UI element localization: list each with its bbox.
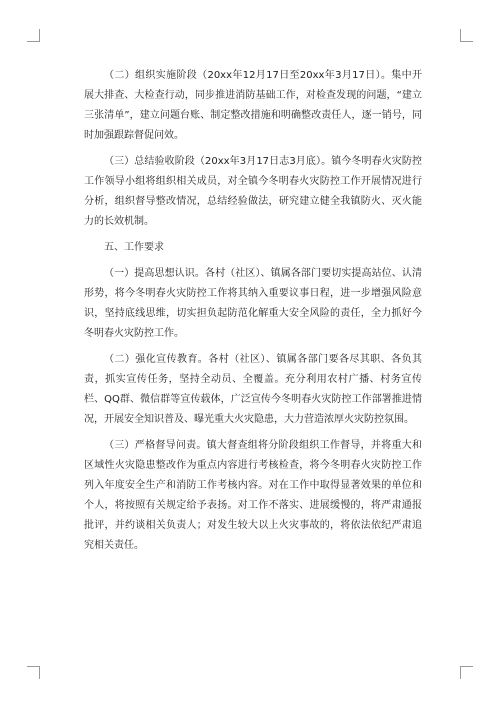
crop-mark-bottom-right: [460, 666, 473, 679]
section-heading-work-requirements: 五、工作要求: [104, 242, 164, 253]
paragraph-raise-awareness: （一）提高思想认识。各村（社区）、镇属各部门要切实提高站位、认清形势，将今冬明春火灾防控工作将其纳入重要议事日程，进一步增强风险意识，坚持底线思维，切实担负起防范化解重大安全风险的责任，全力抓好今冬明春火灾防控工作。: [84, 268, 422, 339]
paragraph-acceptance-stage: （三）总结验收阶段（20xx年3月17日志3月底）。镇今冬明春火灾防控工作领导小组将组织相关成员，对全镇今冬明春火灾防控工作开展情况进行分析，组织督导整改情况，总结经验做法，研究建立健全我镇防火、灭火能力的长效机制。: [84, 156, 422, 227]
paragraph-publicity-education: （二）强化宣传教育。各村（社区）、镇属各部门要各尽其职、各负其责，抓实宣传任务，坚持全动员、全覆盖。充分利用农村广播、村务宣传栏、QQ群、微信群等宣传载体，广泛宣传今冬明春火灾防控工作部署推进情况，开展安全知识普及、曝光重大火灾隐患，大力营造浓厚火灾防控氛围。: [84, 354, 422, 425]
paragraph-supervision-accountability: （三）严格督导问责。镇大督查组将分阶段组织工作督导，并将重大和区域性火灾隐患整改作为重点内容进行考核检查，将今冬明春火灾防控工作列入年度安全生产和消防工作考核内容。对在工作中取得显著效果的单位和个人，将按照有关规定给予表扬。对工作不落实、进展缓慢的，将严肃通报批评，并约谈相关负责人；对发生较大以上火灾事故的，将依法依纪严肃追究相关责任。: [84, 440, 422, 551]
crop-mark-top-right: [460, 29, 473, 42]
crop-mark-top-left: [27, 29, 40, 42]
paragraph-implementation-stage: （二）组织实施阶段（20xx年12月17日至20xx年3月17日）。集中开展大排查、大检查行动，同步推进消防基础工作，对检查发现的问题，“建立三张清单”，建立问题台账、制定整改措施和明确整改责任人，逐一销号，同时加强跟踪督促问效。: [84, 70, 422, 141]
document-body: [84, 66, 422, 562]
crop-mark-bottom-left: [27, 666, 40, 679]
